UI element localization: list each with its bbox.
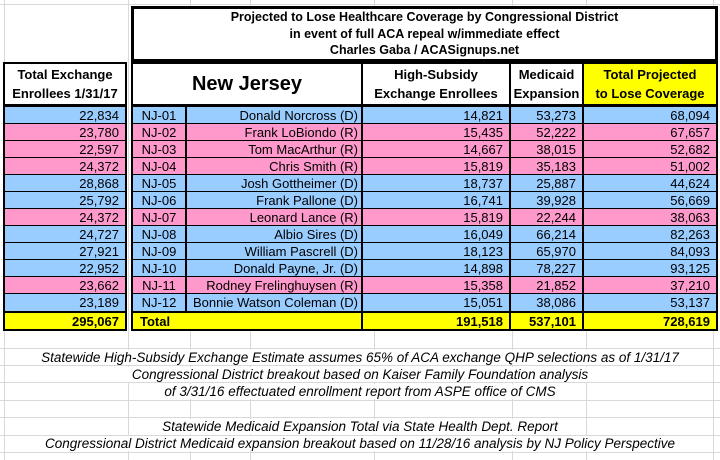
high-subsidy-cell: 15,051: [363, 294, 511, 311]
total-projected-cell: 93,125: [670, 260, 710, 276]
district-cell: NJ-01: [133, 107, 187, 123]
district-cell: NJ-12: [133, 294, 187, 311]
exchange-enrollees-cell: 28,868: [5, 175, 125, 192]
total-row: [133, 311, 716, 329]
table-title: [131, 6, 718, 62]
rep-name-cell: William Pascrell (D): [187, 243, 363, 259]
medicaid-header-line-2: Expansion: [513, 86, 580, 101]
footnote-text: Congressional District Medicaid expansion breakout based on 11/28/16 analysis by NJ Policy Perspective: [39, 436, 681, 451]
footnote-line: [0, 366, 720, 383]
state-header-cell: New Jersey: [133, 64, 363, 104]
exchange-enrollees-cell: 25,792: [5, 192, 125, 209]
footnote-line: [0, 383, 720, 400]
footnote-line: [0, 418, 720, 435]
total-projected-header-line-2: to Lose Coverage: [595, 86, 705, 101]
total-projected-cell: 56,669: [670, 192, 710, 208]
district-table-rows: [133, 107, 716, 311]
medicaid-header-line-1: Medicaid: [518, 67, 575, 82]
district-table: [131, 62, 718, 331]
district-table-header-row: [133, 64, 716, 107]
rep-name-cell: Josh Gottheimer (D): [187, 175, 363, 191]
table-row: [133, 243, 716, 260]
footnote-text: Congressional District breakout based on Kaiser Family Foundation analysis: [126, 367, 594, 382]
high-subsidy-cell: 14,667: [363, 141, 511, 157]
medicaid-cell: 52,222: [511, 124, 584, 140]
exchange-enrollees-cell: 22,952: [5, 260, 125, 277]
medicaid-cell: 25,887: [511, 175, 584, 191]
high-subsidy-cell: 16,741: [363, 192, 511, 208]
medicaid-cell: 21,852: [511, 277, 584, 293]
rep-name-cell: Rodney Frelinghuysen (R): [187, 277, 363, 293]
exchange-enrollees-cell: 22,597: [5, 141, 125, 158]
total-high-subsidy-cell: 191,518: [363, 313, 511, 329]
total-projected-cell: 84,093: [670, 243, 710, 259]
medicaid-cell: 35,183: [511, 158, 584, 174]
high-subsidy-cell: 14,898: [363, 260, 511, 276]
total-projected-cell: 44,624: [670, 175, 710, 191]
medicaid-cell: 65,970: [511, 243, 584, 259]
rep-name-cell: Frank Pallone (D): [187, 192, 363, 208]
total-projected-cell: 51,002: [670, 158, 710, 174]
total-projected-cell: 52,682: [670, 141, 710, 157]
medicaid-cell: 22,244: [511, 209, 584, 225]
district-cell: NJ-09: [133, 243, 187, 259]
table-row: [133, 175, 716, 192]
district-cell: NJ-03: [133, 141, 187, 157]
high-subsidy-header-line-1: High-Subsidy: [394, 67, 478, 82]
total-projected-header-cell: [584, 64, 716, 104]
total-row-label-cell: Total: [133, 313, 363, 329]
title-line-1: Projected to Lose Healthcare Coverage by Congressional District: [230, 10, 619, 25]
exchange-header-line-1: Total Exchange: [17, 67, 113, 82]
table-row: [133, 192, 716, 209]
rep-name-cell: Leonard Lance (R): [187, 209, 363, 225]
title-line-3: Charles Gaba / ACASignups.net: [329, 43, 520, 58]
high-subsidy-cell: 15,819: [363, 209, 511, 225]
total-projected-cell: 82,263: [670, 226, 710, 242]
district-cell: NJ-02: [133, 124, 187, 140]
table-row: [133, 158, 716, 175]
total-projected-cell: 68,094: [670, 107, 710, 123]
table-row: [133, 277, 716, 294]
gridline: [0, 4, 720, 5]
gridline: [0, 400, 720, 401]
exchange-enrollees-cell: 24,372: [5, 209, 125, 226]
high-subsidy-cell: 15,435: [363, 124, 511, 140]
exchange-enrollees-cell: 23,189: [5, 294, 125, 311]
footnote-line: [0, 349, 720, 366]
total-projected-cell: 53,137: [670, 295, 710, 310]
total-projected-cell: 67,657: [670, 124, 710, 140]
exchange-enrollees-header: [5, 64, 125, 107]
table-row: [133, 124, 716, 141]
total-projected-header-line-1: Total Projected: [603, 67, 697, 82]
table-row: [133, 226, 716, 243]
grand-total-cell: 728,619: [584, 313, 716, 329]
exchange-enrollees-table: [3, 62, 127, 331]
district-cell: NJ-08: [133, 226, 187, 242]
exchange-enrollees-cell: 24,727: [5, 226, 125, 243]
rep-name-cell: Bonnie Watson Coleman (D): [187, 294, 363, 311]
rep-name-cell: Donald Norcross (D): [187, 107, 363, 123]
total-projected-cell: 38,063: [670, 209, 710, 225]
rep-name-cell: Albio Sires (D): [187, 226, 363, 242]
high-subsidy-cell: 15,819: [363, 158, 511, 174]
high-subsidy-cell: 15,358: [363, 277, 511, 293]
medicaid-cell: 53,273: [511, 107, 584, 123]
district-cell: NJ-11: [133, 277, 187, 293]
table-row: [133, 141, 716, 158]
table-row: [133, 107, 716, 124]
table-row: [133, 260, 716, 277]
rep-name-cell: Frank LoBiondo (R): [187, 124, 363, 140]
total-medicaid-cell: 537,101: [511, 313, 584, 329]
footnote-text: of 3/31/16 effectuated enrollment report from ASPE office of CMS: [158, 384, 561, 399]
medicaid-cell: 66,214: [511, 226, 584, 242]
total-projected-cell: 37,210: [670, 277, 710, 293]
exchange-enrollees-cell: 27,921: [5, 243, 125, 260]
title-line-2: in event of full ACA repeal w/immediate effect: [289, 26, 560, 41]
high-subsidy-header-line-2: Exchange Enrollees: [374, 86, 498, 101]
exchange-enrollees-cell: 22,834: [5, 107, 125, 124]
high-subsidy-cell: 14,821: [363, 107, 511, 123]
district-cell: NJ-05: [133, 175, 187, 191]
exchange-enrollees-total-cell: 295,067: [5, 311, 125, 329]
rep-name-cell: Tom MacArthur (R): [187, 141, 363, 157]
high-subsidy-cell: 18,123: [363, 243, 511, 259]
exchange-enrollees-rows: [5, 107, 125, 311]
medicaid-cell: 38,015: [511, 141, 584, 157]
district-cell: NJ-04: [133, 158, 187, 174]
table-row: [133, 209, 716, 226]
high-subsidy-header-cell: [363, 64, 511, 104]
district-cell: NJ-10: [133, 260, 187, 276]
table-row: [133, 294, 716, 311]
medicaid-cell: 39,928: [511, 192, 584, 208]
exchange-enrollees-cell: 23,780: [5, 124, 125, 141]
medicaid-header-cell: [511, 64, 584, 104]
exchange-enrollees-cell: 24,372: [5, 158, 125, 175]
rep-name-cell: Chris Smith (R): [187, 158, 363, 174]
high-subsidy-cell: 16,049: [363, 226, 511, 242]
footnote-text: Statewide Medicaid Expansion Total via State Health Dept. Report: [156, 419, 564, 434]
exchange-header-line-2: Enrollees 1/31/17: [12, 86, 118, 101]
gridline: [0, 452, 720, 453]
district-cell: NJ-06: [133, 192, 187, 208]
rep-name-cell: Donald Payne, Jr. (D): [187, 260, 363, 276]
footnote-text: Statewide High-Subsidy Exchange Estimate assumes 65% of ACA exchange QHP selections as of 1/31/17: [35, 350, 685, 365]
high-subsidy-cell: 18,737: [363, 175, 511, 191]
exchange-enrollees-cell: 23,662: [5, 277, 125, 294]
medicaid-cell: 78,227: [511, 260, 584, 276]
footnote-line: [0, 435, 720, 452]
medicaid-cell: 38,086: [511, 294, 584, 311]
district-cell: NJ-07: [133, 209, 187, 225]
